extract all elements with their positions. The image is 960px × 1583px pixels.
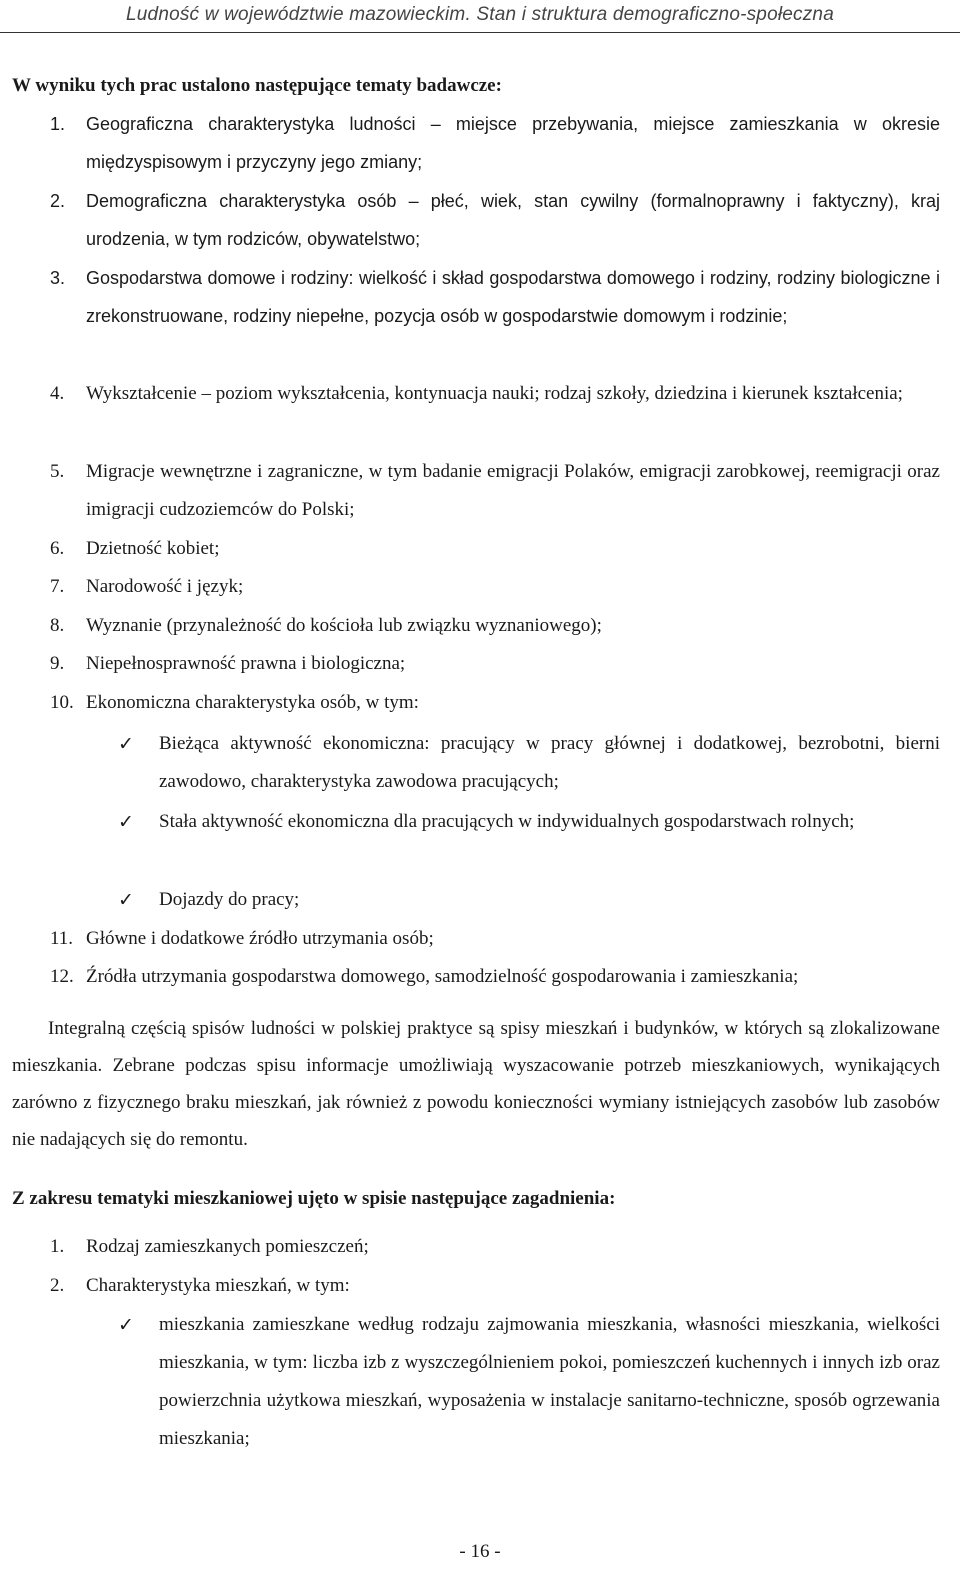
section-heading-housing-topics: Z zakresu tematyki mieszkaniowej ujęto w spisie następujące zagadnienia: (12, 1188, 616, 1209)
list-item-text: Niepełnosprawność prawna i biologiczna; (86, 653, 406, 674)
list-item-number: 1. (50, 114, 66, 134)
list-item-number: 3. (50, 268, 66, 288)
checklist-item-text: Dojazdy do pracy; (159, 889, 300, 910)
housing-census-paragraph: Integralną częścią spisów ludności w polskiej praktyce są spisy mieszkań i budynków, w których są zlokalizowane mieszkania. Zebrane podczas spisu informacje umożliwiają wyszacowanie potrzeb mieszkaniowych, wynikających zarówno z fizycznego braku mieszkań, jak również z powodu konieczności wymiany istniejących zasobów lub zasobów nie nadających się do remontu. (12, 1018, 940, 1150)
checklist-item-text: Bieżąca aktywność ekonomiczna: pracujący w pracy głównej i dodatkowej, bezrobotni, bierni zawodowo, charakterystyka zawodowa pracujących; (159, 733, 940, 792)
list-item-number: 8. (50, 615, 65, 636)
running-header: Ludność w województwie mazowieckim. Stan i struktura demograficzno-społeczna (126, 4, 834, 25)
checklist-item-text: Stała aktywność ekonomiczna dla pracujących w indywidualnych gospodarstwach rolnych; (159, 811, 855, 832)
list-item-number: 9. (50, 653, 65, 674)
checkmark-icon: ✓ (118, 1314, 134, 1336)
list-item-text: Rodzaj zamieszkanych pomieszczeń; (86, 1236, 369, 1257)
list-item-text: Dzietność kobiet; (86, 538, 220, 559)
checklist-item-text: mieszkania zamieszkane według rodzaju zajmowania mieszkania, własności mieszkania, wielkości mieszkania, w tym: liczba izb z wyszczególnieniem pokoi, pomieszczeń kuchennych i innych izb oraz powierzchnia użytkowa mieszkań, wyposażenia w instalacje sanitarno-techniczne, sposób ogrzewania mieszkania; (159, 1314, 940, 1449)
section-heading-research-topics: W wyniku tych prac ustalono następujące tematy badawcze: (12, 75, 502, 96)
checkmark-icon: ✓ (118, 811, 134, 833)
list-item-number: 7. (50, 576, 65, 597)
header-rule (0, 32, 960, 33)
list-item-number: 6. (50, 538, 65, 559)
list-item-text: Wykształcenie – poziom wykształcenia, kontynuacja nauki; rodzaj szkoły, dziedzina i kierunek kształcenia; (86, 383, 903, 404)
checkmark-icon: ✓ (118, 733, 134, 755)
page-number: - 16 - (459, 1541, 501, 1562)
list-item-number: 1. (50, 1236, 65, 1257)
list-item-number: 2. (50, 191, 66, 211)
list-item-text: Migracje wewnętrzne i zagraniczne, w tym badanie emigracji Polaków, emigracji zarobkowej, reemigracji oraz imigracji cudzoziemców do Polski; (86, 461, 940, 520)
list-item-number: 11. (50, 928, 74, 949)
list-item-number: 2. (50, 1275, 65, 1296)
list-item-number: 10. (50, 692, 74, 713)
checkmark-icon: ✓ (118, 889, 134, 911)
list-item-text: Gospodarstwa domowe i rodziny: wielkość i skład gospodarstwa domowego i rodziny, rodziny biologiczne i zrekonstruowane, rodziny niepełne, pozycja osób w gospodarstwie domowym i rodzinie; (86, 268, 940, 326)
list-item-text: Źródła utrzymania gospodarstwa domowego, samodzielność gospodarowania i zamieszkania; (86, 966, 799, 987)
list-item-text: Demograficzna charakterystyka osób – płeć, wiek, stan cywilny (formalnoprawny i faktyczny), kraj urodzenia, w tym rodziców, obywatelstwo; (86, 191, 940, 249)
list-item-text: Wyznanie (przynależność do kościoła lub związku wyznaniowego); (86, 615, 602, 636)
list-item-text: Główne i dodatkowe źródło utrzymania osób; (86, 928, 434, 949)
list-item-text: Geograficzna charakterystyka ludności – miejsce przebywania, miejsce zamieszkania w okresie międzyspisowym i przyczyny jego zmiany; (86, 114, 940, 172)
list-item-text: Charakterystyka mieszkań, w tym: (86, 1275, 350, 1296)
list-item-number: 12. (50, 966, 74, 987)
list-item-text: Narodowość i język; (86, 576, 244, 597)
list-item-number: 4. (50, 383, 65, 404)
list-item-number: 5. (50, 461, 65, 482)
list-item-text: Ekonomiczna charakterystyka osób, w tym: (86, 692, 419, 713)
